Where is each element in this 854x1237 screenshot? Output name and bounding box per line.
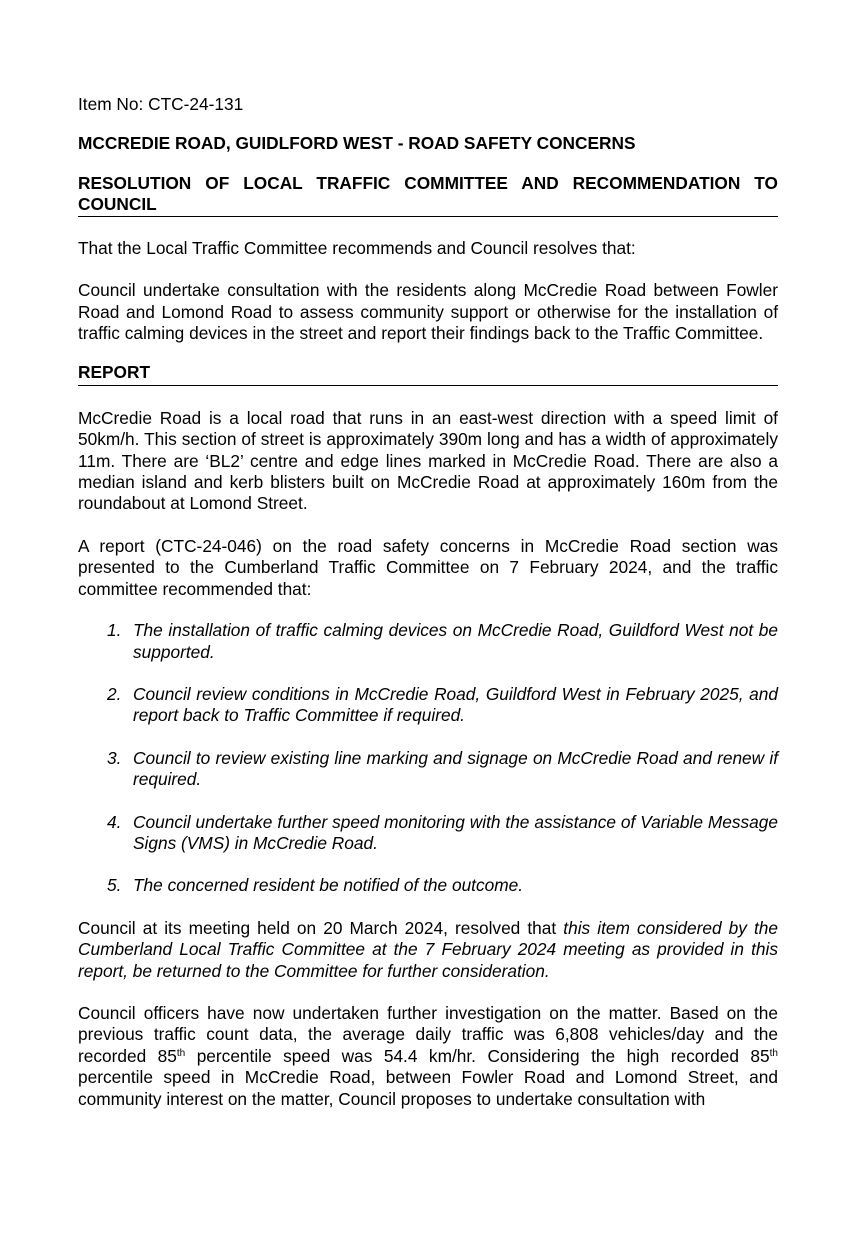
list-item: 3. Council to review existing line marking and signage on McCredie Road and renew if required. [107, 747, 778, 790]
resolution-body: Council undertake consultation with the residents along McCredie Road between Fowler Road and Lomond Road to assess community support or otherwise for the installation of traffic calming devices in the street and report their findings back to the Traffic Committee. [78, 280, 778, 344]
council-meeting-lead: Council at its meeting held on 20 March 2024, resolved that [78, 917, 564, 938]
investigation-paragraph: Council officers have now undertaken further investigation on the matter. Based on the previous traffic count data, the average daily traffic was 6,808 vehicles/day and the recorded 85th percentile speed was 54.4 km/hr. Considering the high recorded 85th percentile speed in McCredie Road, between Fowler Road and Lomond Street, and community interest on the matter, Council proposes to undertake consultation with [78, 1002, 778, 1109]
list-item: 1. The installation of traffic calming devices on McCredie Road, Guildford West not be supported. [107, 620, 778, 662]
recommendations-list [78, 620, 778, 897]
report-heading-rule [78, 385, 778, 386]
item-number: Item No: CTC-24-131 [78, 94, 244, 114]
list-item: 2. Council review conditions in McCredie Road, Guildford West in February 2025, and report back to Traffic Committee if required. [107, 683, 778, 726]
report-paragraph-1: McCredie Road is a local road that runs in an east-west direction with a speed limit of 50km/h. This section of street is approximately 390m long and has a width of approximately 11m. There are ‘BL2’ centre and edge lines marked in McCredie Road. There are also a median island and kerb blisters built on McCredie Road at approximately 160m from the roundabout at Lomond Street. [78, 407, 778, 514]
report-paragraph-2: A report (CTC-24-046) on the road safety concerns in McCredie Road section was presented to the Cumberland Traffic Committee on 7 February 2024, and the traffic committee recommended that: [78, 535, 778, 599]
document-content [78, 94, 778, 1110]
resolution-heading-rule [78, 216, 778, 217]
resolution-heading: RESOLUTION OF LOCAL TRAFFIC COMMITTEE AND RECOMMENDATION TO COUNCIL [78, 172, 778, 214]
report-heading: REPORT [78, 362, 151, 383]
council-meeting-paragraph [78, 918, 778, 982]
resolution-intro: That the Local Traffic Committee recommends and Council resolves that: [78, 237, 636, 258]
council-meeting-resolution: this item considered by the Cumberland Local Traffic Committee at the 7 February 2024 meeting as provided in this report, be returned to the Committee for further consideration. [78, 917, 779, 981]
list-item: 4. Council undertake further speed monitoring with the assistance of Variable Message Signs (VMS) in McCredie Road. [107, 811, 778, 853]
document-title: MCCREDIE ROAD, GUIDLFORD WEST - ROAD SAFETY CONCERNS [78, 133, 636, 154]
list-item: 5. The concerned resident be notified of the outcome. [107, 875, 524, 896]
